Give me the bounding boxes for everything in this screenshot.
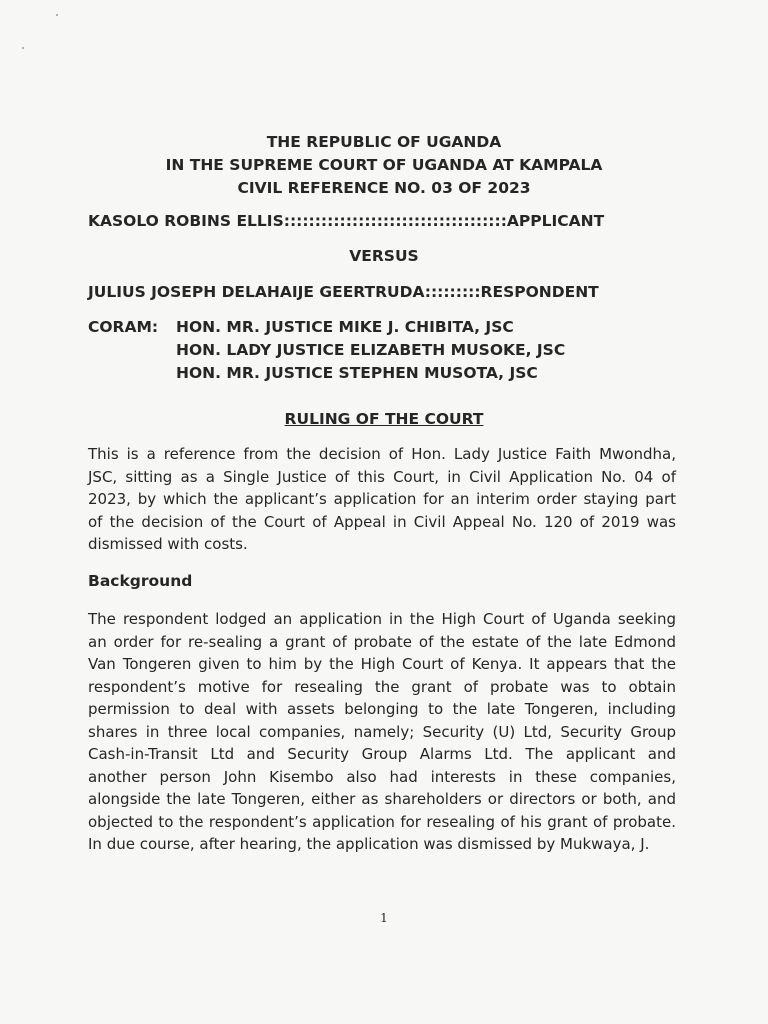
paragraph-line: The respondent lodged an application in the High Court of Uganda seeking <box>88 610 676 628</box>
paragraph-line: 2023, by which the applicant’s application for an interim order staying part <box>88 490 676 508</box>
paragraph-line: another person John Kisembo also had interests in these companies, <box>88 767 676 786</box>
paragraph-line: respondent’s motive for resealing the grant of probate was to obtain <box>88 677 676 696</box>
paragraph-line: In due course, after hearing, the application was dismissed by Mukwaya, J. <box>88 835 650 853</box>
heading-line-3: CIVIL REFERENCE NO. 03 OF 2023 <box>237 179 531 197</box>
coram-judge: HON. MR. JUSTICE MIKE J. CHIBITA, JSC <box>176 318 514 336</box>
scan-speck <box>56 14 58 16</box>
paragraph-line: JSC, sitting as a Single Justice of this Court, in Civil Application No. 04 of <box>88 467 676 486</box>
coram-judge: HON. MR. JUSTICE STEPHEN MUSOTA, JSC <box>176 364 538 382</box>
document-heading <box>0 131 768 200</box>
paragraph-background <box>88 608 676 856</box>
heading-line-2: IN THE SUPREME COURT OF UGANDA AT KAMPALA <box>165 156 603 174</box>
paragraph-line: This is a reference from the decision of Hon. Lady Justice Faith Mwondha, <box>88 445 676 463</box>
paragraph-intro <box>88 443 676 556</box>
applicant-line: KASOLO ROBINS ELLIS::::::::::::::::::::::::::::::::::::APPLICANT <box>88 212 605 230</box>
paragraph-line: Van Tongeren given to him by the High Court of Kenya. It appears that the <box>88 655 676 673</box>
paragraph-line: objected to the respondent’s application for resealing of his grant of probate. <box>88 812 676 831</box>
paragraph-line: dismissed with costs. <box>88 535 248 553</box>
heading-line-1: THE REPUBLIC OF UGANDA <box>266 133 502 151</box>
respondent-line: JULIUS JOSEPH DELAHAIJE GEERTRUDA:::::::::RESPONDENT <box>88 283 599 301</box>
coram-label: CORAM: <box>88 318 159 336</box>
paragraph-line: of the decision of the Court of Appeal in Civil Appeal No. 120 of 2019 was <box>88 512 676 531</box>
versus-label: VERSUS <box>349 247 419 265</box>
background-heading: Background <box>88 572 193 590</box>
paragraph-line: alongside the late Tongeren, either as shareholders or directors or both, and <box>88 790 676 808</box>
coram-judge: HON. LADY JUSTICE ELIZABETH MUSOKE, JSC <box>176 341 566 359</box>
paragraph-line: an order for re-sealing a grant of probate of the estate of the late Edmond <box>88 632 676 651</box>
paragraph-line: Cash-in-Transit Ltd and Security Group Alarms Ltd. The applicant and <box>88 745 676 763</box>
coram-block <box>88 316 565 385</box>
paragraph-line: permission to deal with assets belonging to the late Tongeren, including <box>88 700 676 718</box>
ruling-title: RULING OF THE COURT <box>284 410 484 428</box>
scan-speck <box>22 47 24 49</box>
page-number: 1 <box>380 911 388 925</box>
paragraph-line: shares in three local companies, namely; Security (U) Ltd, Security Group <box>88 722 676 741</box>
